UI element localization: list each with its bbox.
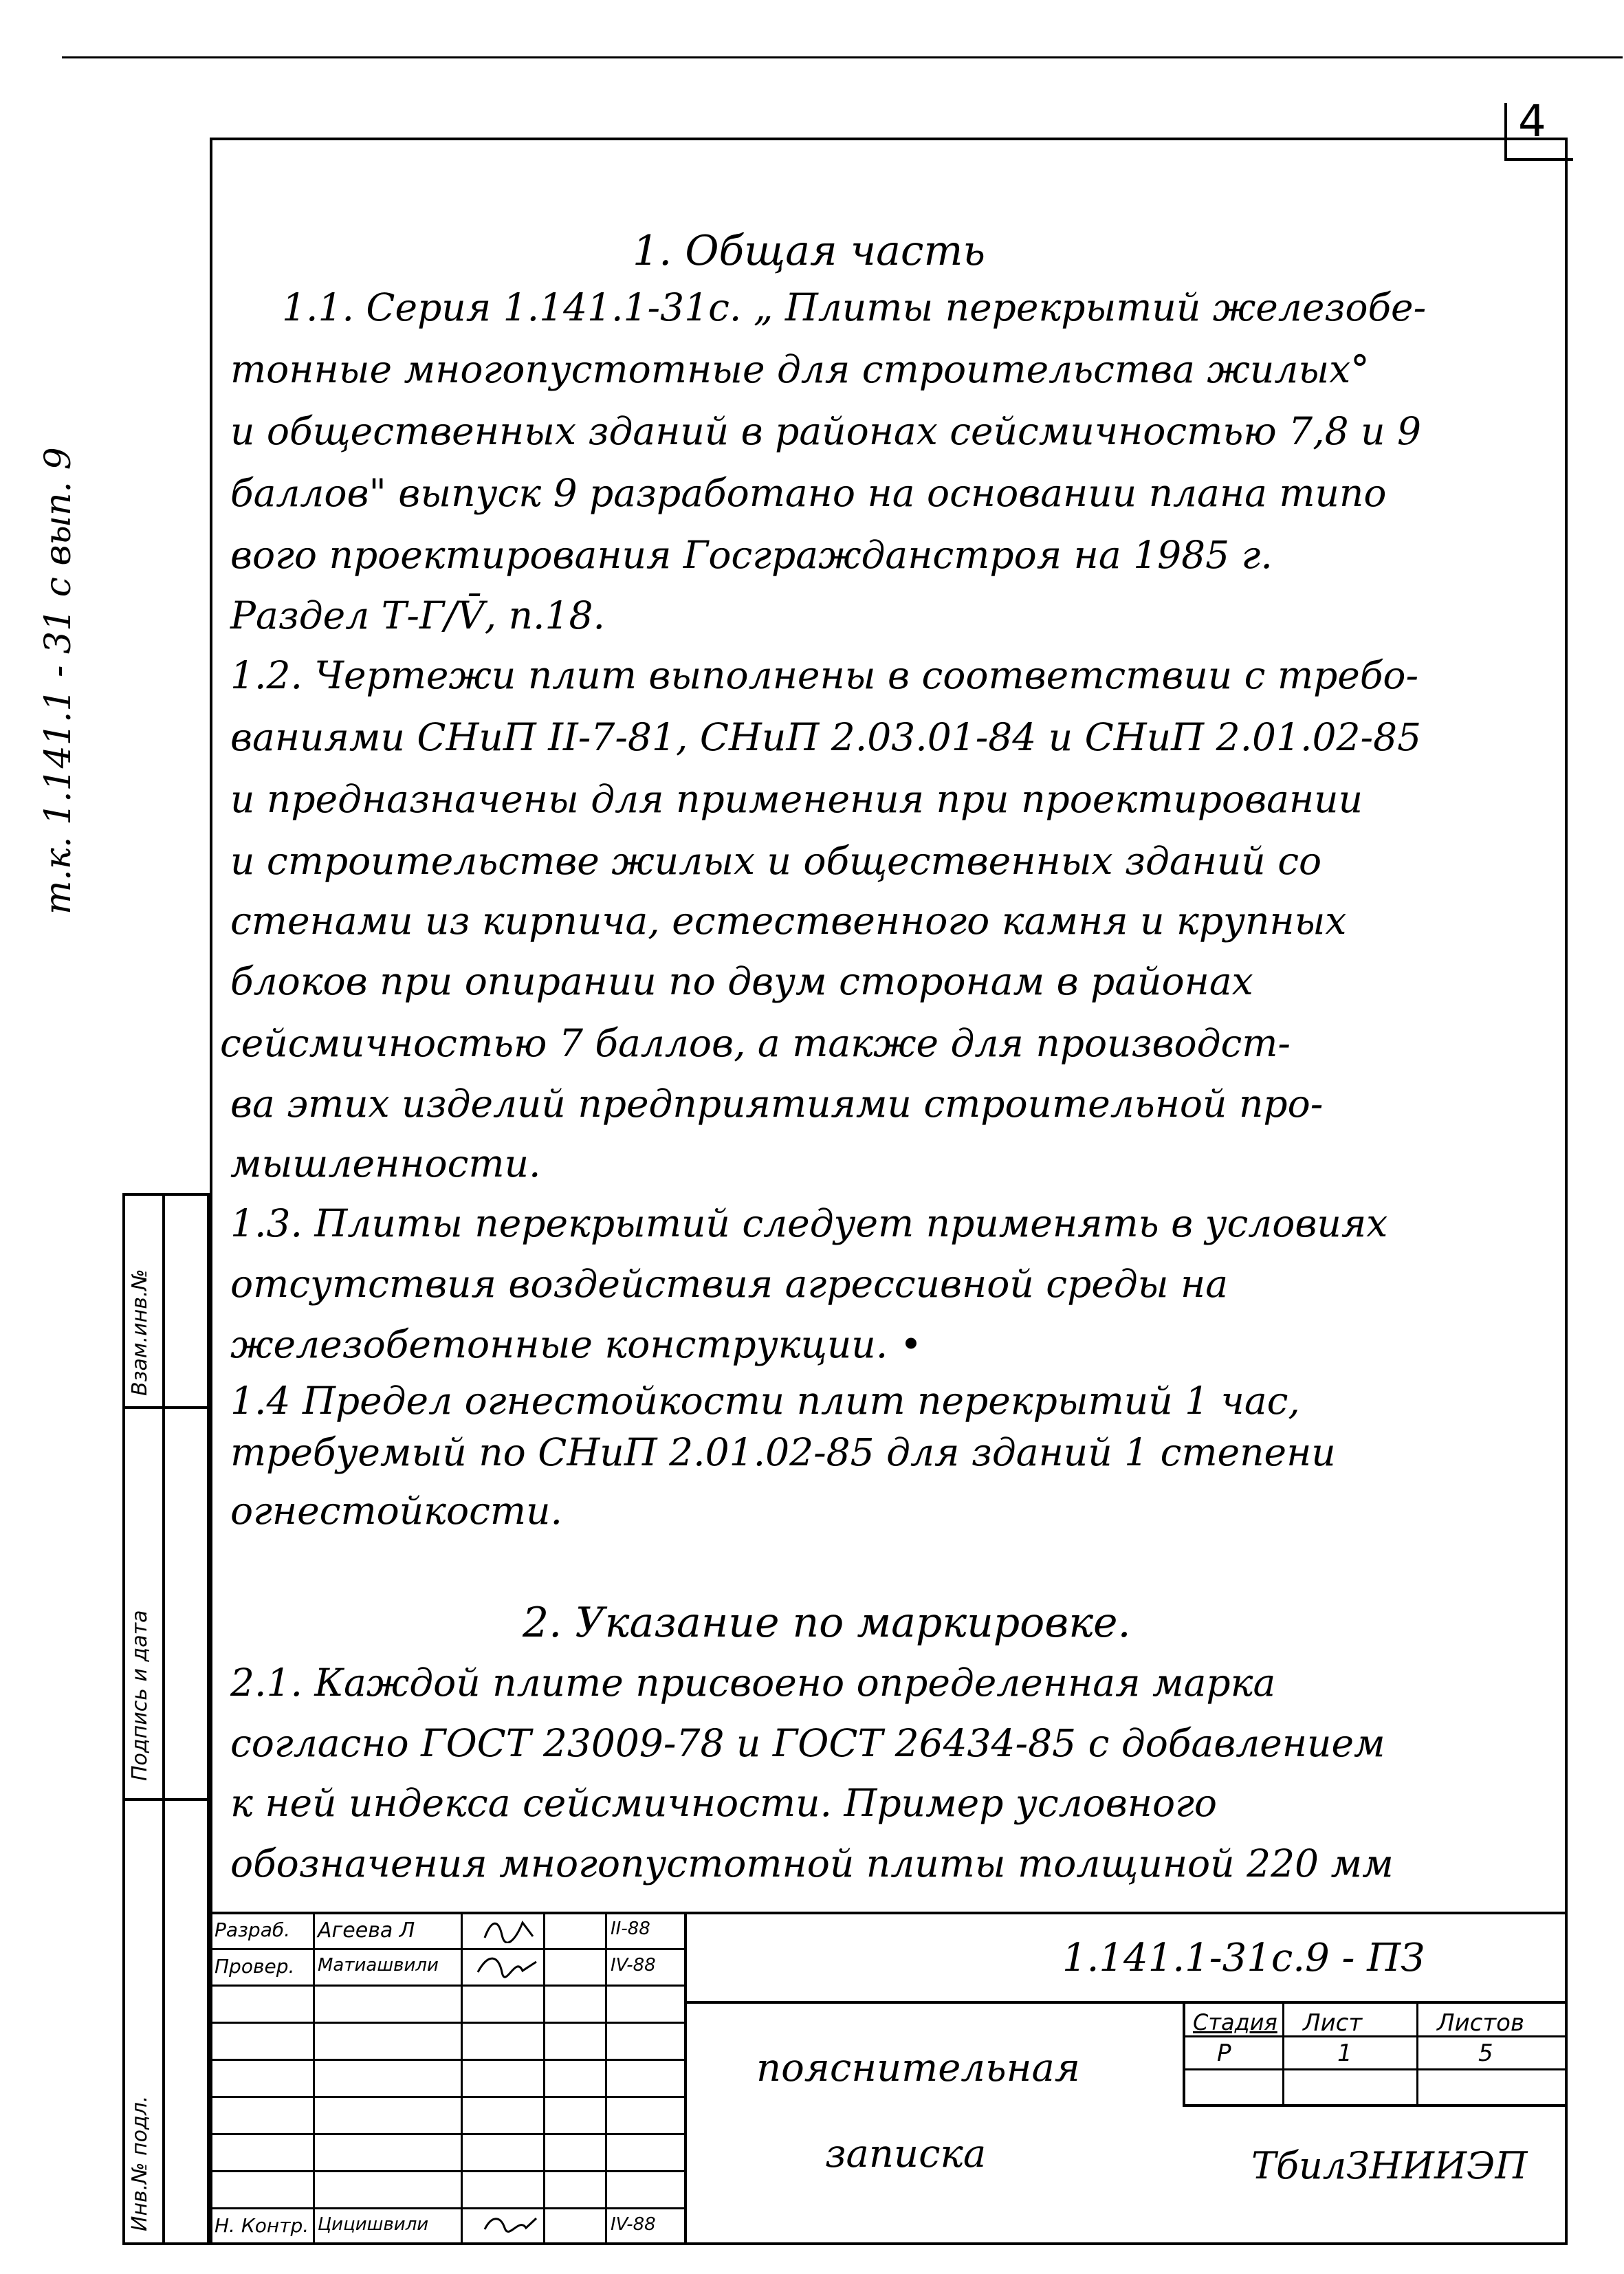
sig-role: Провер.	[215, 1955, 295, 1978]
sig-col-line	[461, 1912, 463, 2245]
sig-row-line	[210, 2022, 684, 2024]
stage-col-line	[1416, 2001, 1418, 2104]
section1-line: 1.4 Предел огнестойкости плит перекрытий 1 час,	[230, 1379, 1300, 1423]
sig-date: II-88	[611, 1918, 650, 1939]
sig-date: IV-88	[611, 1955, 656, 1976]
section2-title: 2. Указание по маркировке.	[523, 1599, 1131, 1647]
sig-col-line	[543, 1912, 545, 2245]
section2-line: согласно ГОСТ 23009-78 и ГОСТ 26434-85 с добавлением	[230, 1721, 1385, 1765]
sig-name: Цицишвили	[318, 2214, 429, 2235]
sig-date: IV-88	[611, 2214, 656, 2235]
left-strip-divider-h2	[122, 1798, 210, 1801]
stage-table-left	[1183, 2001, 1185, 2104]
section1-line: Раздел Т-Г/V̄, п.18.	[230, 593, 605, 637]
section2-line: к ней индекса сейсмичности. Пример условного	[230, 1781, 1218, 1825]
document-code: 1.141.1-31с.9 - ПЗ	[1062, 1936, 1425, 1980]
stage-row-line	[1183, 2068, 1568, 2070]
section1-line: сейсмичностью 7 баллов, а также для производст-	[220, 1021, 1291, 1065]
left-strip-divider-v	[162, 1193, 165, 2245]
section1-line: ва этих изделий предприятиями строительной про-	[230, 1082, 1324, 1126]
left-strip-label-signature: Подпись и дата	[128, 1610, 152, 1781]
top-edge-line	[62, 56, 1623, 58]
left-strip-label-inv: Инв.№ подл.	[128, 2095, 152, 2231]
sheets-value: 5	[1478, 2040, 1493, 2067]
stage-col-line	[1282, 2001, 1284, 2104]
sig-row-line	[210, 2170, 684, 2172]
section1-line: и общественных зданий в районах сейсмичностью 7,8 и 9	[230, 409, 1422, 453]
left-strip-label-replace: Взам.инв.№	[128, 1269, 152, 1396]
section1-line: блоков при опирании по двум сторонам в районах	[230, 959, 1253, 1003]
sig-row-line	[210, 1948, 684, 1950]
section1-line: 1.1. Серия 1.141.1-31с. „ Плиты перекрытий железобе-	[282, 285, 1427, 329]
section1-title: 1. Общая часть	[633, 227, 986, 275]
stage-header: Стадия	[1193, 2009, 1277, 2035]
section1-line: требуемый по СНиП 2.01.02-85 для зданий 1 степени	[230, 1430, 1336, 1474]
section1-line: 1.2. Чертежи плит выполнены в соответствии с требо-	[230, 653, 1419, 697]
document-name-line1: пояснительная	[756, 2046, 1080, 2090]
page-number: 4	[1518, 96, 1546, 147]
section1-line: мышленности.	[230, 1141, 541, 1185]
sig-row-line	[210, 1985, 684, 1987]
section1-line: вого проектирования Госгражданстроя на 1985 г.	[230, 533, 1273, 577]
stage-row-line	[1183, 2104, 1568, 2107]
section1-line: стенами из кирпича, естественного камня и крупных	[230, 899, 1347, 943]
organization-name: ТбилЗНИИЭП	[1251, 2144, 1528, 2187]
section1-line: огнестойкости.	[230, 1489, 562, 1533]
sig-row-line	[210, 2059, 684, 2061]
section1-line: и строительстве жилых и общественных зданий со	[230, 839, 1322, 883]
side-series-label: т.к. 1.141.1 - 31 с вып. 9	[38, 447, 79, 915]
sig-row-line	[210, 2133, 684, 2135]
sig-col-line	[684, 1912, 687, 2245]
section1-line: тонные многопустотные для строительства жилых°	[230, 347, 1370, 391]
sig-col-line	[605, 1912, 607, 2245]
sig-role: Н. Контр.	[215, 2214, 309, 2237]
sig-row-line	[210, 2096, 684, 2098]
section1-line: баллов" выпуск 9 разработано на основании плана типо	[230, 471, 1387, 515]
left-strip-divider-h1	[122, 1406, 210, 1409]
section1-line: железобетонные конструкции. •	[230, 1322, 923, 1366]
sig-signature	[481, 1916, 536, 1949]
section1-line: 1.3. Плиты перекрытий следует применять в условиях	[230, 1201, 1388, 1245]
section1-line: ваниями СНиП II-7-81, СНиП 2.03.01-84 и СНиП 2.01.02-85	[230, 715, 1422, 759]
sig-signature	[481, 2210, 540, 2242]
section2-line: обозначения многопустотной плиты толщиной 220 мм	[230, 1841, 1394, 1885]
section2-line: 2.1. Каждой плите присвоено определенная марка	[230, 1661, 1276, 1705]
sheet-header: Лист	[1303, 2009, 1363, 2037]
sig-col-line	[313, 1912, 315, 2245]
sig-signature	[474, 1952, 540, 1984]
section1-line: и предназначены для применения при проектировании	[230, 777, 1363, 821]
sig-row-line	[210, 2207, 684, 2209]
section1-line: отсутствия воздействия агрессивной среды на	[230, 1262, 1229, 1306]
stage-value: Р	[1217, 2040, 1231, 2067]
document-name-line2: записка	[825, 2132, 987, 2176]
sig-role: Разраб.	[215, 1918, 291, 1941]
sig-name: Матиашвили	[318, 1955, 439, 1976]
sig-name: Агеева Л	[318, 1918, 415, 1943]
title-block-mid-line	[684, 2001, 1568, 2004]
sheets-header: Листов	[1437, 2009, 1525, 2037]
sheet-value: 1	[1337, 2040, 1352, 2067]
